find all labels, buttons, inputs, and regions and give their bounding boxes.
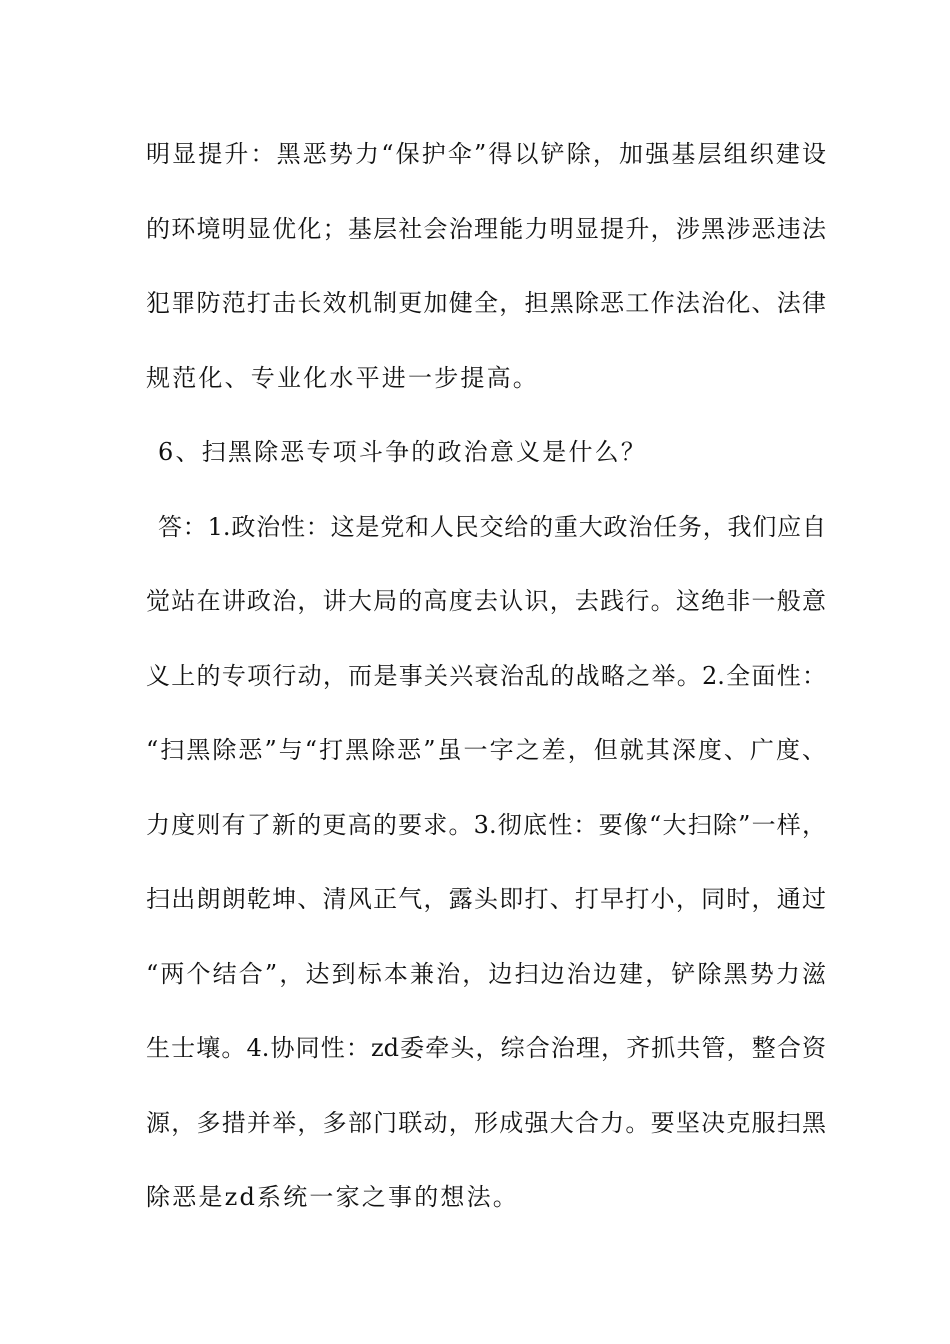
answer-line-1: 答：1.政治性：这是党和人民交给的重大政治任务，我们应自 [158,512,826,541]
document-body [146,130,826,1248]
answer-line-6: 扫出朗朗乾坤、清风正气，露头即打、打早打小，同时，通过 [146,885,826,913]
answer-line-4: “扫黑除恶”与“打黑除恶”虽一字之差，但就其深度、广度、 [146,736,826,764]
answer-line-3: 义上的专项行动，而是事关兴衰治乱的战略之举。2.全面性： [146,661,826,690]
answer-line-9: 源，多措并举，多部门联动，形成强大合力。要坚决克服扫黑 [146,1108,826,1137]
text-line-3: 犯罪防范打击长效机制更加健全，担黑除恶工作法治化、法律 [146,289,826,317]
text-line-1: 明显提升：黑恶势力“保护伞”得以铲除，加强基层组织建设 [146,140,826,168]
text-line-2: 的环境明显优化；基层社会治理能力明显提升，涉黑涉恶违法 [146,214,826,243]
question-heading: 6、扫黑除恶专项斗争的政治意义是什么？ [158,438,648,466]
answer-line-5: 力度则有了新的更高的要求。3.彻底性：要像“大扫除”一样， [146,810,826,839]
answer-line-2: 觉站在讲政治，讲大局的高度去认识，去践行。这绝非一般意 [146,587,826,615]
answer-line-8: 生士壤。4.协同性：zd委牵头，综合治理，齐抓共管，整合资 [146,1034,826,1062]
answer-line-7: “两个结合”，达到标本兼治，边扫边治边建，铲除黑势力滋 [146,959,826,988]
answer-line-10: 除恶是zd系统一家之事的想法。 [146,1183,520,1211]
text-line-4: 规范化、专业化水平进一步提高。 [146,363,539,392]
